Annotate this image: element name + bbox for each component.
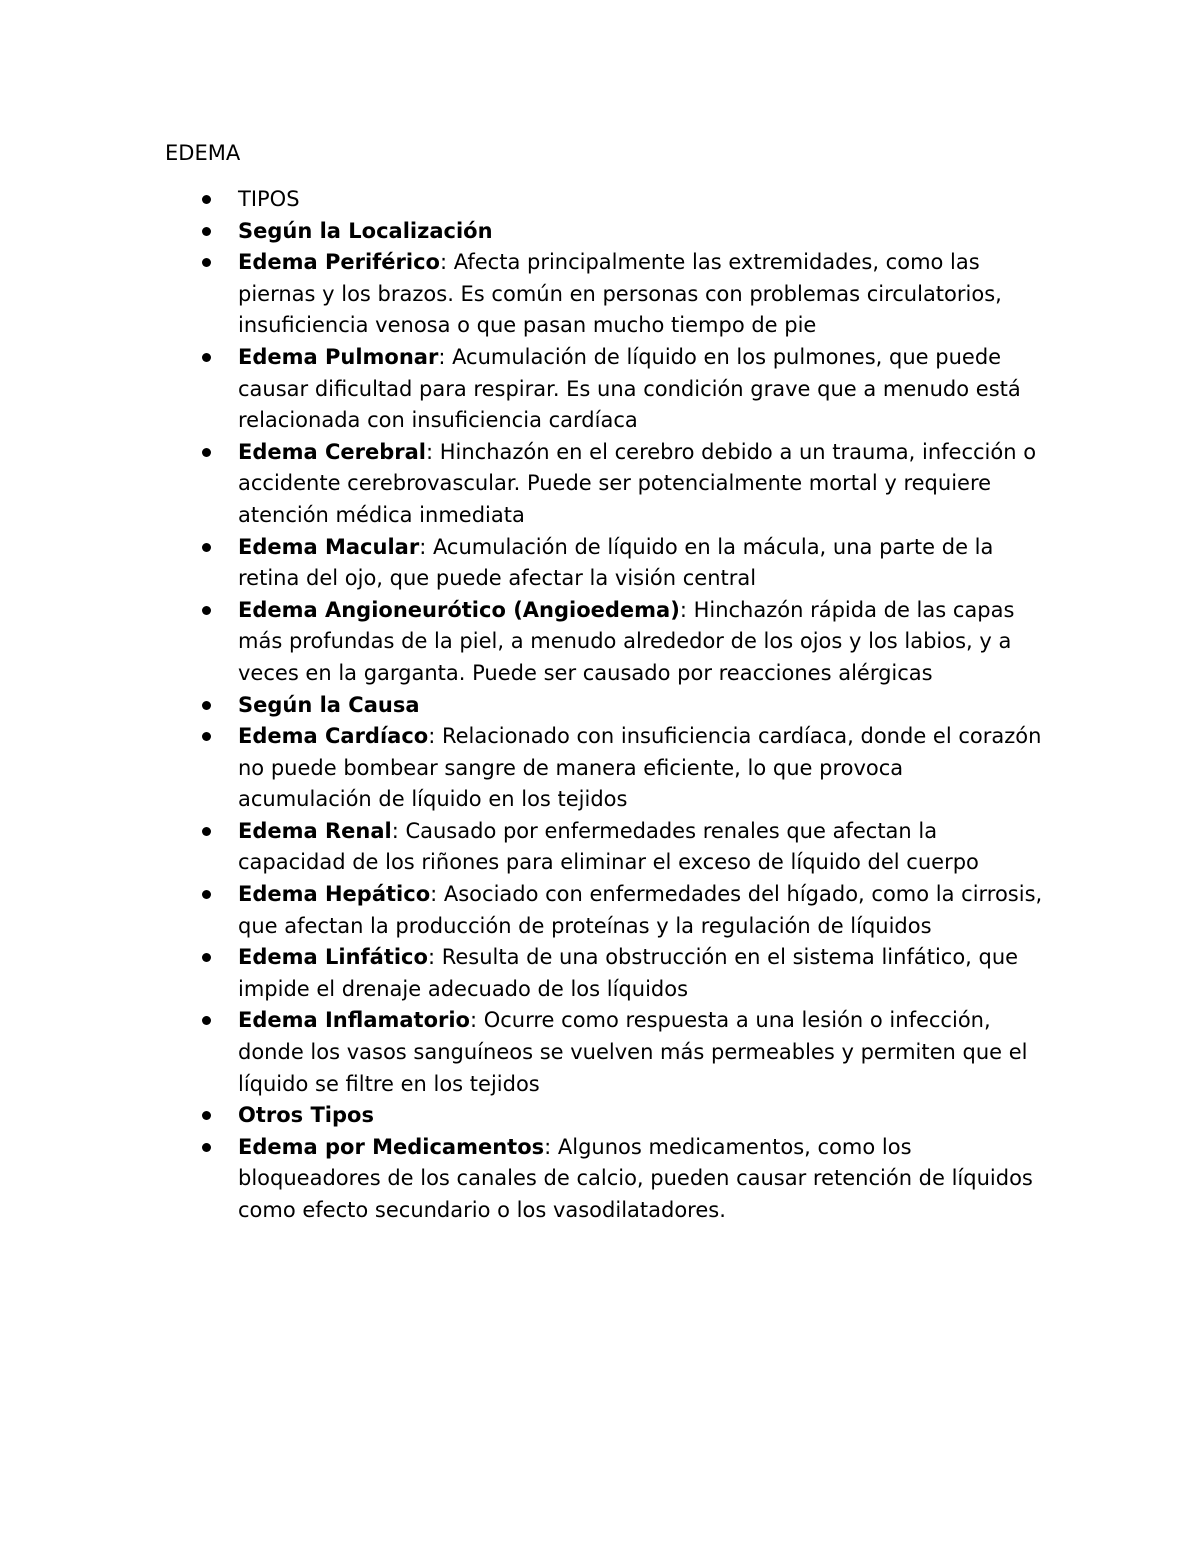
list-item-term: Edema Periférico xyxy=(238,250,440,275)
list-item-text: : Causado por enfermedades renales que afectan la capacidad de los riñones para eliminar el exceso de líquido del cuerpo xyxy=(238,818,979,875)
list-item xyxy=(193,184,1043,216)
list-item xyxy=(193,437,1043,532)
bullet-icon xyxy=(202,353,211,362)
list-item-text: : Relacionado con insuficiencia cardíaca, donde el corazón no puede bombear sangre de manera eficiente, lo que provoca acumulación de líquido en los tejidos xyxy=(238,724,1042,812)
list-item xyxy=(193,595,1043,690)
list-item xyxy=(193,1005,1043,1100)
list-item-term: Edema Linfático xyxy=(238,945,428,970)
bullet-icon xyxy=(202,1143,211,1152)
list-item-text: : Acumulación de líquido en los pulmones, que puede causar dificultad para respirar. Es una condición grave que a menudo está relacionada con insuficiencia cardíaca xyxy=(238,344,1021,433)
list-item xyxy=(193,690,1043,722)
document-title: EDEMA xyxy=(165,141,241,165)
list-item-text: : Ocurre como respuesta a una lesión o infección, donde los vasos sanguíneos se vuelven más permeables y permiten que el líquido se filtre en los tejidos xyxy=(238,1008,1028,1096)
list-item xyxy=(193,342,1043,437)
list-item-term: Edema Renal xyxy=(238,818,392,843)
list-item-text: : Hinchazón rápida de las capas más profundas de la piel, a menudo alrededor de los ojos y los labios, y a veces en la garganta. Puede ser causado por reacciones alérgicas xyxy=(238,597,1015,685)
list-item xyxy=(193,942,1043,1005)
list-item-term: Edema por Medicamentos xyxy=(238,1134,545,1159)
list-item-term: Edema Cerebral xyxy=(238,439,426,464)
list-item-text: : Afecta principalmente las extremidades, como las piernas y los brazos. Es común en personas con problemas circulatorios, insuficiencia venosa o que pasan mucho tiempo de pie xyxy=(238,250,1002,338)
list-item-term: Según la Causa xyxy=(238,692,420,717)
list-item xyxy=(193,816,1043,879)
list-item xyxy=(193,216,1043,248)
list-item-term: Edema Angioneurótico (Angioedema) xyxy=(238,597,680,622)
bullet-icon xyxy=(202,195,211,204)
list-item-term: Otros Tipos xyxy=(238,1103,374,1128)
list-item xyxy=(193,721,1043,816)
list-item xyxy=(193,879,1043,942)
bullet-icon xyxy=(202,890,211,899)
list-item-term: Edema Cardíaco xyxy=(238,724,429,749)
list-item-term: Edema Hepático xyxy=(238,882,431,907)
list-item-text: : Algunos medicamentos, como los bloqueadores de los canales de calcio, pueden causar retención de líquidos como efecto secundario o los vasodilatadores. xyxy=(238,1134,1033,1222)
bullet-icon xyxy=(202,953,211,962)
bullet-icon xyxy=(202,543,211,552)
list-item-text: : Acumulación de líquido en la mácula, una parte de la retina del ojo, que puede afectar la visión central xyxy=(238,534,994,591)
list-item xyxy=(193,247,1043,342)
list-item-term: Edema Macular xyxy=(238,534,420,559)
bullet-icon xyxy=(202,258,211,267)
bullet-list xyxy=(193,184,1043,1227)
list-item-text: : Asociado con enfermedades del hígado, como la cirrosis, que afectan la producción de proteínas y la regulación de líquidos xyxy=(238,882,1043,938)
bullet-icon xyxy=(202,227,211,236)
list-item xyxy=(193,532,1043,595)
list-item-term: Edema Pulmonar xyxy=(238,344,439,369)
list-item xyxy=(193,1100,1043,1132)
bullet-icon xyxy=(202,827,211,836)
list-item-term: Edema Inflamatorio xyxy=(238,1008,470,1033)
bullet-icon xyxy=(202,448,211,457)
bullet-icon xyxy=(202,606,211,615)
list-item-term: Según la Localización xyxy=(238,218,493,243)
list-item-text: : Hinchazón en el cerebro debido a un trauma, infección o accidente cerebrovascular. Puede ser potencialmente mortal y requiere atención médica inmediata xyxy=(238,439,1037,527)
bullet-icon xyxy=(202,1016,211,1025)
bullet-icon xyxy=(202,732,211,741)
bullet-icon xyxy=(202,1111,211,1120)
list-item-text: : Resulta de una obstrucción en el sistema linfático, que impide el drenaje adecuado de los líquidos xyxy=(238,945,1019,1001)
list-item xyxy=(193,1132,1043,1227)
list-item-text: TIPOS xyxy=(238,187,300,211)
bullet-icon xyxy=(202,701,211,710)
